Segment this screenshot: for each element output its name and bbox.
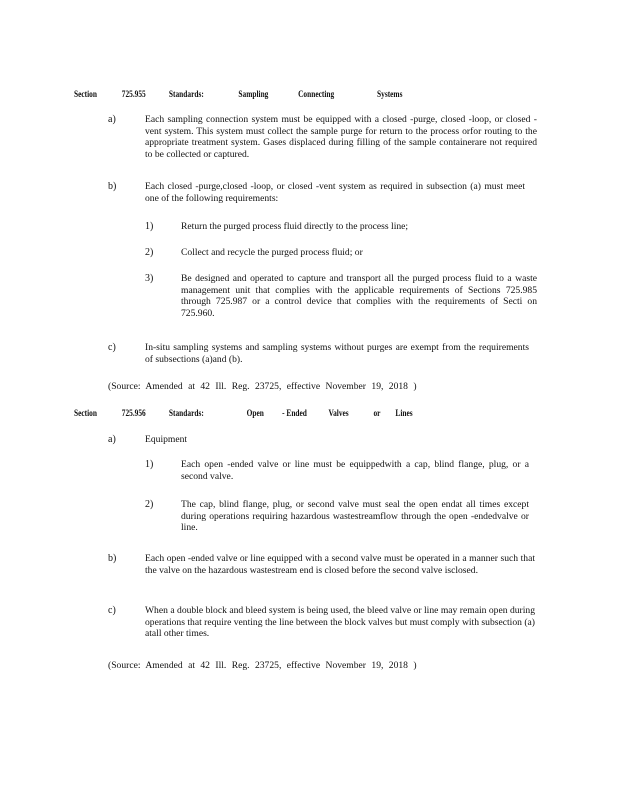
subsection-text: Each open -ended valve or line equipped with a second valve must be operated in a manner such that the valve on the hazardous wastestream end is closed before the second valve isclosed.: [145, 553, 535, 576]
section-number: 725.956: [121, 408, 146, 418]
section-title-word: Connecting: [298, 89, 335, 99]
section-title-word: Systems: [377, 89, 403, 99]
subsection-label: c): [108, 605, 116, 616]
section-label: Section: [74, 408, 97, 418]
subsection-text: Each closed -purge,closed -loop, or closed -vent system as required in subsection (a) must meet one of the following requirements:: [145, 181, 525, 204]
section-label: Section: [74, 89, 97, 99]
item-label: 2): [145, 247, 154, 258]
subsection-label: a): [108, 434, 116, 445]
subsection-label: b): [108, 553, 117, 564]
source-note: (Source: Amended at 42 Ill. Reg. 23725, effective November 19, 2018 ): [108, 381, 417, 392]
section-standards-label: Standards:: [168, 408, 204, 418]
section-title-word: Valves: [328, 408, 349, 418]
section-heading-725-956: [74, 408, 413, 418]
subsection-text: Each sampling connection system must be equipped with a closed -purge, closed -loop, or closed -vent system. This system must collect the sample purge for return to the process orfor routing to the appropriate treatment system. Gases displaced during filling of the sample containerare not required to be collected or captured.: [145, 114, 537, 160]
subsection-text: Equipment: [145, 434, 188, 445]
item-text: Return the purged process fluid directly to the process line;: [181, 221, 409, 232]
subsection-label: c): [108, 342, 116, 353]
section-title-word: Lines: [395, 408, 413, 418]
item-label: 1): [145, 459, 154, 470]
item-label: 1): [145, 221, 154, 232]
section-title-word: Open: [246, 408, 264, 418]
subsection-text: In-situ sampling systems and sampling systems without purges are exempt from the requirements of subsections (a)and (b).: [145, 342, 529, 365]
section-title-word: - Ended: [282, 408, 307, 418]
source-note: (Source: Amended at 42 Ill. Reg. 23725, effective November 19, 2018 ): [108, 660, 417, 671]
item-text: Be designed and operated to capture and transport all the purged process fluid to a waste management unit that complies with the applicable requirements of Sections 725.985 through 725.987 or a control device that complies with the requirements of Secti on 725.960.: [181, 273, 537, 319]
item-text: Each open -ended valve or line must be equippedwith a cap, blind flange, plug, or a second valve.: [181, 459, 529, 482]
section-standards-label: Standards:: [168, 89, 204, 99]
section-title-word: Sampling: [238, 89, 269, 99]
item-label: 2): [145, 499, 154, 510]
section-title-word: or: [373, 408, 381, 418]
item-text: Collect and recycle the purged process fluid; or: [181, 247, 363, 258]
subsection-label: b): [108, 181, 117, 192]
section-heading-725-955: [74, 89, 402, 99]
item-label: 3): [145, 273, 154, 284]
subsection-label: a): [108, 114, 116, 125]
item-text: The cap, blind flange, plug, or second valve must seal the open endat all times except during operations requiring hazardous wastestreamflow through the open -endedvalve or line.: [181, 499, 529, 534]
section-number: 725.955: [121, 89, 146, 99]
subsection-text: When a double block and bleed system is being used, the bleed valve or line may remain open during operations that require venting the line between the block valves but must comply with subsection (a) atall other times.: [145, 605, 535, 640]
